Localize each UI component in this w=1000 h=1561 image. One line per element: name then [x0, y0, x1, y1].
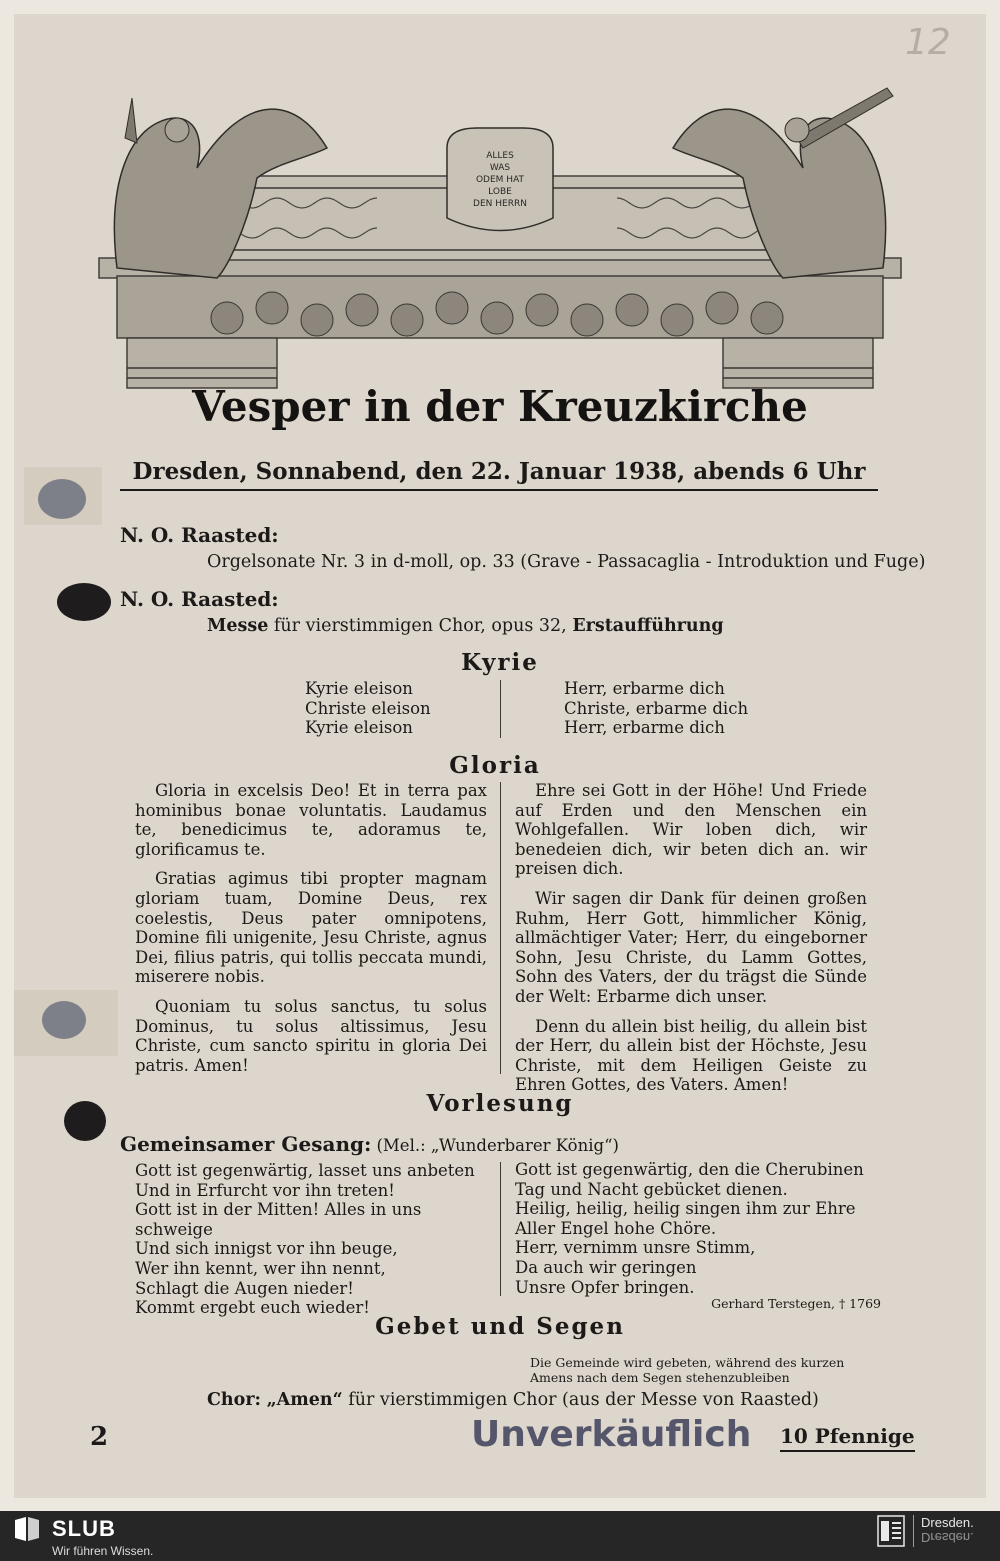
reading-heading: Vorlesung [426, 1090, 574, 1117]
text-line: Christe eleison [305, 698, 431, 718]
verse-line: Aller Engel hohe Chöre. [515, 1218, 717, 1238]
verse-line: Heilig, heilig, heilig singen ihm zur Ehre [515, 1199, 856, 1219]
verse-line: Unsre Opfer bringen. [515, 1277, 695, 1297]
dresden-logo-line: Dresden. [921, 1515, 974, 1530]
closing-rest: für vierstimmigen Chor (aus der Messe von Raasted) [342, 1390, 819, 1410]
verse-line: Herr, vernimm unsre Stimm, [515, 1238, 756, 1258]
unverkaeuflich-stamp: Unverkäuflich [471, 1414, 752, 1455]
plaque-line: ODEM HAT [475, 175, 525, 185]
city-coat-of-arms-icon [877, 1515, 905, 1547]
column-divider [500, 1162, 501, 1296]
prayer-heading: Gebet und Segen [375, 1313, 625, 1340]
plaque-line: DEN HERRN [473, 199, 527, 209]
hymn-author: Gerhard Terstegen, † 1769 [711, 1296, 881, 1311]
closing-line [207, 1390, 819, 1410]
slub-logo-icon [12, 1514, 42, 1544]
work-title: Orgelsonate Nr. 3 in d-moll, op. 33 (Grave - Passacaglia - Introduktion und Fuge) [207, 552, 926, 572]
dresden-logo [921, 1515, 974, 1545]
verse-line: Kommt ergebt euch wieder! [135, 1298, 370, 1318]
verse-line: Gott ist gegenwärtig, den die Cherubinen [515, 1160, 864, 1179]
verse-line: Und in Erfurcht vor ihn treten! [135, 1180, 395, 1200]
hymn-melody: (Mel.: „Wunderbarer König“) [376, 1136, 619, 1155]
paragraph: Ehre sei Gott in der Höhe! Und Friede auf Erden und den Menschen ein Wohlgefallen. Wir loben dich, wir benedeien dich, wir beten dich an. wir preisen dich. [515, 781, 867, 879]
text-line: Kyrie eleison [305, 679, 413, 698]
page-title: Vesper in der Kreuzkirche [192, 382, 808, 431]
punch-hole [42, 1001, 86, 1039]
verse-line: Wer ihn kennt, wer ihn nennt, [135, 1258, 386, 1278]
hymn-label: Gemeinsamer Gesang: [120, 1132, 372, 1156]
kyrie-heading: Kyrie [461, 649, 539, 676]
slub-tagline: Wir führen Wissen. [52, 1544, 154, 1558]
hymn-verse-left [135, 1161, 500, 1318]
verse-line: Schlagt die Augen nieder! [135, 1278, 354, 1298]
verse-line: Gott ist gegenwärtig, lasset uns anbeten [135, 1161, 475, 1180]
price: 10 Pfennige [780, 1424, 915, 1452]
punch-hole [38, 479, 86, 519]
work-suffix: Erstaufführung [572, 616, 724, 636]
dresden-logo-line-mirrored: Dresden. [921, 1530, 974, 1545]
pencil-mark: 12 [905, 22, 951, 63]
slub-logo-text: SLUB [52, 1516, 116, 1541]
verse-line: Da auch wir geringen [515, 1257, 697, 1277]
bar-divider [913, 1515, 914, 1547]
work-middle: für vierstimmigen Chor, opus 32, [268, 616, 573, 636]
text-line: Herr, erbarme dich [564, 679, 725, 698]
work-title [207, 616, 724, 636]
closing-amen: „Amen“ [266, 1390, 343, 1410]
header-illustration [97, 68, 903, 392]
punch-hole [57, 583, 111, 621]
composer-name: N. O. Raasted: [120, 587, 279, 611]
paragraph: Wir sagen dir Dank für deinen großen Ruhm, Herr Gott, himmlicher König, allmächtiger Vater; Herr, du eingeborner Sohn, Jesu Christe, du Lamm Gottes, Sohn des Vaters, der du trägst die Sünde der Welt: Erbarme dich unser. [515, 888, 867, 1006]
page-number: 2 [90, 1422, 109, 1452]
note-line: Amens nach dem Segen stehenzubleiben [530, 1370, 790, 1385]
paragraph: Denn du allein bist heilig, du allein bist der Herr, du allein bist der Höchste, Jesu Christe, mit dem Heiligen Geiste zu Ehren Gottes, des Vaters. Amen! [515, 1016, 867, 1095]
work-prefix: Messe [207, 616, 269, 636]
closing-label: Chor: [207, 1390, 262, 1410]
paragraph: Quoniam tu solus sanctus, tu solus Dominus, tu solus altissimus, Jesu Christe, cum sancto spiritu in gloria Dei patris. Amen! [135, 996, 487, 1075]
note-line: Die Gemeinde wird gebeten, während des kurzen [530, 1355, 845, 1370]
paragraph: Gloria in excelsis Deo! Et in terra pax hominibus bonae voluntatis. Laudamus te, benedicimus te, adoramus te, glorificamus te. [135, 781, 487, 859]
plaque-line: WAS [489, 163, 511, 173]
kyrie-german [564, 679, 784, 738]
gloria-latin [135, 781, 487, 1075]
hymn-verse-right [515, 1160, 880, 1297]
column-divider [500, 782, 501, 1074]
verse-line: Gott ist in der Mitten! Alles in uns schweige [135, 1200, 422, 1239]
plaque-line: LOBE [488, 187, 512, 197]
dateline: Dresden, Sonnabend, den 22. Januar 1938, abends 6 Uhr [120, 458, 878, 491]
gloria-german [515, 781, 867, 1095]
column-divider [500, 680, 501, 738]
text-line: Kyrie eleison [305, 718, 413, 738]
prayer-note [530, 1355, 881, 1385]
hymn-heading [120, 1132, 619, 1156]
text-line: Christe, erbarme dich [564, 698, 749, 718]
gloria-heading: Gloria [449, 752, 541, 779]
plaque-line: ALLES [486, 151, 514, 161]
verse-line: Und sich innigst vor ihn beuge, [135, 1239, 398, 1259]
paragraph: Gratias agimus tibi propter magnam gloriam tuam, Domine Deus, rex coelestis, Deus pater omnipotens, Domine fili unigenite, Jesu Christe, agnus Dei, filius patris, qui tollis peccata mundi, miserere nobis. [135, 869, 487, 987]
kyrie-latin [305, 679, 495, 738]
composer-name: N. O. Raasted: [120, 523, 279, 547]
verse-line: Tag und Nacht gebücket dienen. [515, 1179, 788, 1199]
text-line: Herr, erbarme dich [564, 718, 725, 738]
